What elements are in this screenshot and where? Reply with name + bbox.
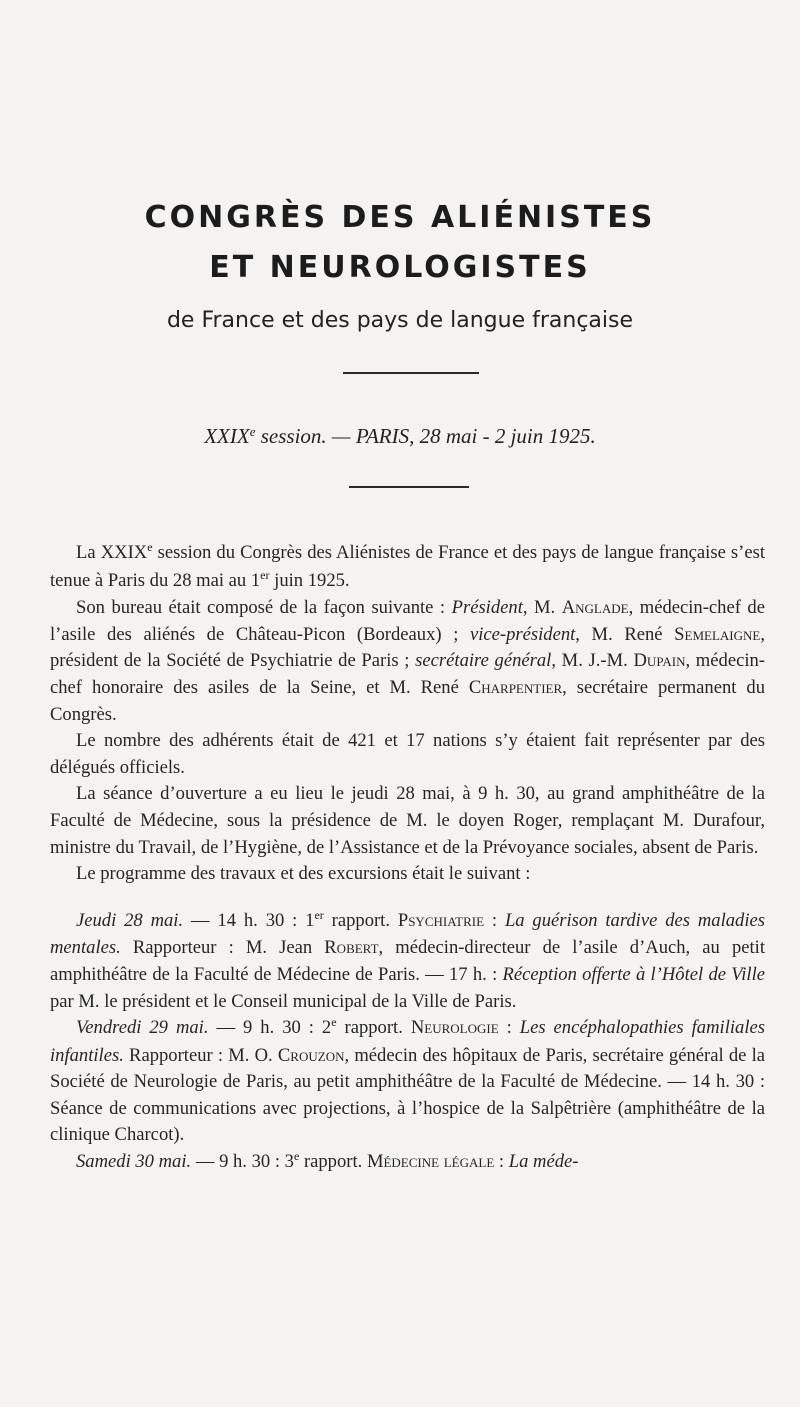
- role-secretary-general: secrétaire général: [415, 650, 552, 672]
- text-run: — 14 h. 30 : 1: [183, 909, 315, 931]
- text-run: , médecin-chef honoraire des asiles de la Seine, et M. René: [50, 650, 765, 698]
- text-run: par M. le président et le Conseil municipal de la Ville de Paris.: [50, 990, 517, 1012]
- report-topic: Médecine légale: [366, 1151, 495, 1173]
- text-run: rapport.: [299, 1151, 367, 1173]
- report-topic: Neurologie: [410, 1017, 499, 1039]
- text-run: La XXIX: [76, 542, 148, 563]
- paragraph-thursday: [50, 908, 765, 1015]
- role-president: Président: [451, 597, 523, 619]
- paragraph-opening: La séance d’ouverture a eu lieu le jeudi 28 mai, à 9 h. 30, au grand amphithéâtre de la Faculté de Médecine, sous la présidence de M. le doyen Roger, remplaçant M. Durafour, ministre du Travail, de l’Hygiène, de l’Assistance et de la Prévoyance sociales, absent de Paris.: [50, 783, 765, 858]
- text-run: , médecin-chef de l’asile des aliénés de Château-Picon (Bordeaux) ;: [50, 597, 765, 645]
- person-name: Robert: [324, 937, 379, 959]
- session-details: session. — PARIS, 28 mai - 2 juin 1925.: [255, 424, 596, 448]
- person-name: Crouzon: [277, 1044, 345, 1066]
- person-name: Charpentier: [468, 676, 563, 698]
- day-label: Jeudi 28 mai.: [76, 909, 184, 931]
- text-run: , M.: [522, 597, 562, 619]
- person-name: Anglade: [561, 597, 629, 619]
- paragraph-bureau: [50, 595, 765, 728]
- text-run: — 9 h. 30 : 3: [191, 1151, 294, 1173]
- paragraph-friday: [50, 1015, 765, 1149]
- superscript: e: [147, 540, 153, 554]
- text-run: session du Congrès des Aliénistes de France et des pays de langue française s’est tenue à Paris du 28 mai au 1: [50, 542, 766, 591]
- superscript: e: [293, 1149, 300, 1164]
- session-number-sup: e: [249, 424, 256, 439]
- text-run: rapport.: [323, 909, 398, 931]
- report-topic: Psychiatrie: [397, 909, 485, 931]
- text-run: Rapporteur : M. O.: [123, 1044, 278, 1066]
- text-run: :: [484, 909, 505, 931]
- superscript: er: [314, 907, 324, 922]
- report-title: La guérison tardive des maladies mentales.: [50, 909, 765, 959]
- text-run: Son bureau était composé de la façon suivante :: [76, 597, 452, 619]
- paragraph-intro: [50, 540, 765, 595]
- event-title: Réception offerte à l’Hôtel de Ville: [502, 963, 765, 985]
- text-run: , président de la Société de Psychiatrie de Paris ;: [50, 623, 765, 672]
- person-name: Semelaigne: [674, 623, 761, 645]
- session-number: XXIX: [204, 424, 250, 448]
- text-run: , secrétaire permanent du Congrès.: [50, 676, 765, 725]
- paragraph-members: Le nombre des adhérents était de 421 et 17 nations s’y étaient fait représenter par des délégués officiels.: [50, 730, 765, 778]
- divider-bottom: [349, 486, 469, 488]
- report-title: La méde-: [508, 1151, 579, 1173]
- text-run: :: [494, 1151, 509, 1173]
- subtitle: de France et des pays de langue française: [166, 308, 634, 333]
- article-body: [50, 540, 765, 1177]
- text-run: juin 1925.: [269, 569, 350, 591]
- text-run: , M. René: [575, 623, 675, 645]
- role-vice-president: vice-président: [469, 623, 576, 645]
- day-label: Vendredi 29 mai.: [76, 1017, 209, 1039]
- paragraph-saturday: [50, 1149, 765, 1177]
- day-label: Samedi 30 mai.: [76, 1151, 192, 1173]
- superscript: er: [260, 567, 270, 582]
- text-run: , médecin des hôpitaux de Paris, secrétaire général de la Société de Neurologie de Paris, au petit amphithéâtre de la Faculté de Médecine. — 14 h. 30 : Séance de communications avec projections, à l’hospice de la Salpêtrière (amphithéâtre de la clinique Charcot).: [50, 1044, 765, 1146]
- person-name: Dupain: [633, 650, 686, 672]
- text-run: , médecin-directeur de l’asile d’Auch, au petit amphithéâtre de la Faculté de Médecine de Paris. — 17 h. :: [50, 937, 765, 985]
- paragraph-program-intro: Le programme des travaux et des excursions était le suivant :: [76, 863, 531, 885]
- title-line-2: ET NEUROLOGISTES: [209, 250, 591, 285]
- divider-top: [343, 372, 479, 374]
- title-line-1: CONGRÈS DES ALIÉNISTES: [144, 200, 656, 235]
- text-run: :: [498, 1017, 520, 1039]
- text-run: , M. J.-M.: [551, 650, 634, 672]
- text-run: — 9 h. 30 : 2: [208, 1017, 332, 1039]
- text-run: Rapporteur : M. Jean: [120, 937, 325, 959]
- session-line: [0, 424, 800, 449]
- superscript: e: [331, 1015, 337, 1030]
- text-run: rapport.: [336, 1017, 411, 1039]
- report-title: Les encéphalopathies familiales infantiles.: [50, 1017, 765, 1066]
